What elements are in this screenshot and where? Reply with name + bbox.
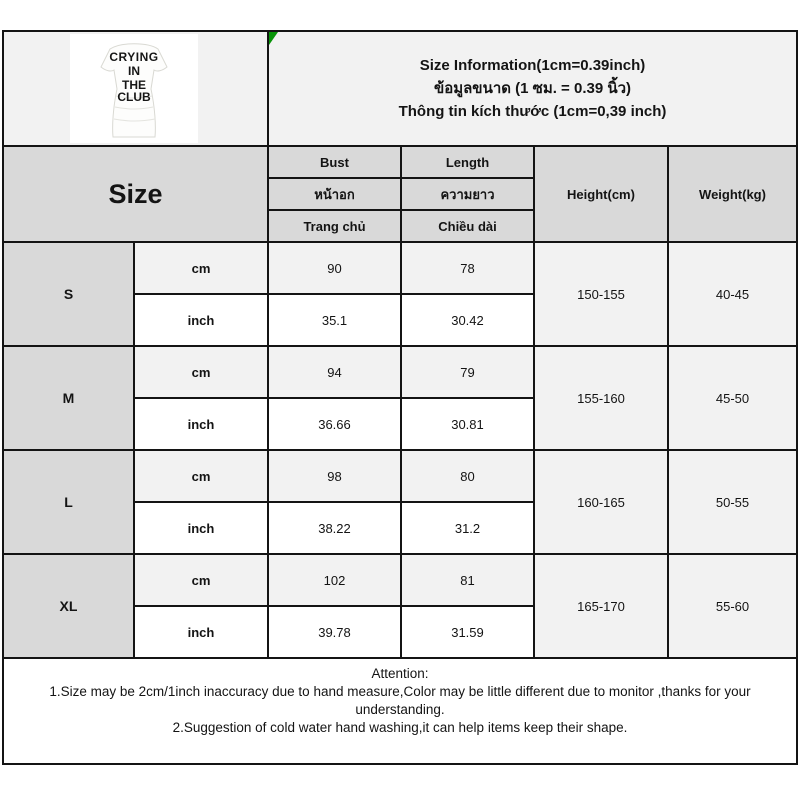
height-value: 150-155 — [535, 243, 667, 345]
dress-text-line: THE — [122, 78, 146, 92]
title-thai: ข้อมูลขนาด (1 ซม. = 0.39 นิ้ว) — [433, 80, 632, 97]
length-inch-value: 30.42 — [402, 295, 533, 345]
unit-inch-label: inch — [135, 295, 267, 345]
weight-value: 50-55 — [669, 451, 796, 553]
bust-cm-value: 102 — [269, 555, 400, 605]
bust-header-en: Bust — [269, 147, 400, 177]
attention-section — [4, 659, 796, 763]
length-cm-value: 79 — [402, 347, 533, 397]
product-image-cell — [4, 32, 267, 145]
bust-cm-value: 98 — [269, 451, 400, 501]
title-vietnamese: Thông tin kích thước (1cm=0,39 inch) — [398, 103, 667, 120]
attention-title: Attention: — [371, 666, 429, 681]
length-inch-value: 31.2 — [402, 503, 533, 553]
weight-value: 40-45 — [669, 243, 796, 345]
bust-cm-value: 90 — [269, 243, 400, 293]
weight-value: 45-50 — [669, 347, 796, 449]
dress-illustration — [70, 34, 198, 143]
unit-cm-label: cm — [135, 451, 267, 501]
height-value: 160-165 — [535, 451, 667, 553]
weight-value: 55-60 — [669, 555, 796, 657]
size-chart-table — [2, 30, 798, 765]
height-value: 155-160 — [535, 347, 667, 449]
length-inch-value: 30.81 — [402, 399, 533, 449]
unit-inch-label: inch — [135, 503, 267, 553]
unit-cm-label: cm — [135, 347, 267, 397]
length-header-vi: Chiều dài — [402, 211, 533, 241]
length-header-th: ความยาว — [402, 179, 533, 209]
bust-header-vi: Trang chủ — [269, 211, 400, 241]
row-label-m: M — [4, 347, 133, 449]
attention-note-1: 1.Size may be 2cm/1inch inaccuracy due to hand measure,Color may be little different due to monitor ,thanks for your understanding. — [49, 684, 751, 717]
bust-cm-value: 94 — [269, 347, 400, 397]
row-label-xl: XL — [4, 555, 133, 657]
product-photo — [70, 34, 198, 143]
length-inch-value: 31.59 — [402, 607, 533, 657]
row-label-l: L — [4, 451, 133, 553]
length-header-en: Length — [402, 147, 533, 177]
bust-inch-value: 39.78 — [269, 607, 400, 657]
bust-header-th: หน้าอก — [269, 179, 400, 209]
dress-text-line: CRYING — [109, 50, 159, 64]
unit-inch-label: inch — [135, 607, 267, 657]
weight-column-header: Weight(kg) — [669, 147, 796, 241]
length-cm-value: 80 — [402, 451, 533, 501]
dress-text-line: IN — [128, 64, 140, 78]
title-english: Size Information(1cm=0.39inch) — [419, 57, 646, 74]
unit-cm-label: cm — [135, 243, 267, 293]
bust-inch-value: 38.22 — [269, 503, 400, 553]
height-column-header: Height(cm) — [535, 147, 667, 241]
dress-text-line: CLUB — [117, 90, 151, 104]
height-value: 165-170 — [535, 555, 667, 657]
attention-note-2: 2.Suggestion of cold water hand washing,it can help items keep their shape. — [172, 720, 628, 735]
row-label-s: S — [4, 243, 133, 345]
bust-inch-value: 35.1 — [269, 295, 400, 345]
length-cm-value: 78 — [402, 243, 533, 293]
size-column-header: Size — [4, 147, 267, 241]
size-information-header-cell — [269, 32, 796, 145]
length-cm-value: 81 — [402, 555, 533, 605]
bust-inch-value: 36.66 — [269, 399, 400, 449]
unit-cm-label: cm — [135, 555, 267, 605]
cell-comment-marker-icon — [269, 32, 278, 45]
unit-inch-label: inch — [135, 399, 267, 449]
